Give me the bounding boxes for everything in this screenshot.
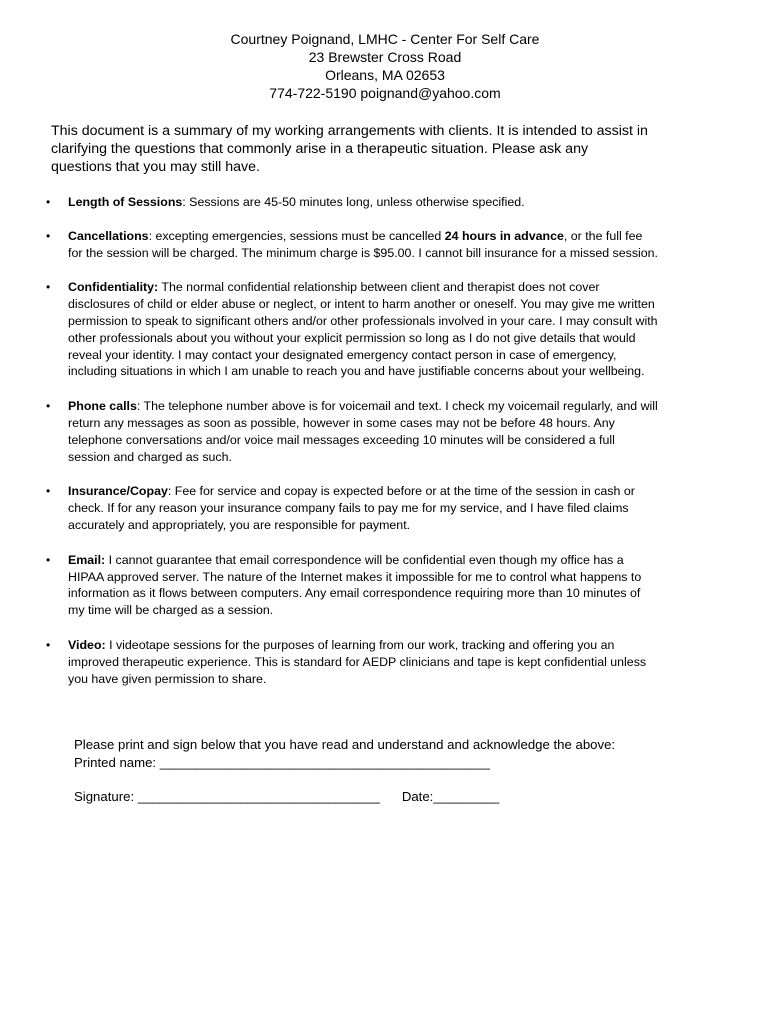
city-state-zip: Orleans, MA 02653	[325, 67, 445, 83]
policy-term: Phone calls	[68, 399, 137, 414]
policy-term: Length of Sessions	[68, 195, 183, 209]
street-address: 23 Brewster Cross Road	[308, 49, 462, 65]
letterhead	[0, 30, 770, 102]
bullet-icon: •	[46, 637, 51, 652]
intro-paragraph: This document is a summary of my working arrangements with clients. It is intended to assist in clarifying the questions that commonly arise in a therapeutic situation. Please ask any questions that you may still have.	[51, 123, 648, 175]
policy-emphasis: 24 hours in advance	[444, 228, 564, 243]
policy-item-email	[40, 552, 660, 619]
policy-item-insurance: • Insurance/Copay: Fee for service and copay is expected before or at the time of the session in cash or check. If for any reason your insurance company fails to pay me for my service, and I have filed claims accurately and appropriately, you are responsible for payment.	[46, 484, 635, 532]
policy-text: excepting emergencies, sessions must be cancelled	[152, 228, 445, 243]
policy-item-confidentiality	[40, 279, 660, 380]
form-instruction: Please print and sign below that you have read and understand and acknowledge the above:	[74, 737, 616, 752]
bullet-icon: •	[46, 228, 51, 243]
policy-term: Insurance/Copay	[68, 484, 168, 499]
policy-item-cancellations: • Cancellations: excepting emergencies, sessions must be cancelled 24 hours in advance, or the full fee for the session will be charged. The minimum charge is $95.00. I cannot bill insurance for a missed session.	[46, 228, 658, 260]
policy-text: I videotape sessions for the purposes of learning from our work, tracking and offering you an improved therapeutic experience. This is standard for AEDP clinicians and tape is kept confidential unless you have given permission to share.	[68, 637, 647, 686]
bullet-icon: •	[46, 484, 51, 499]
signature-field[interactable]: Signature: _________________________________	[74, 789, 380, 804]
bullet-icon: •	[46, 195, 51, 209]
practice-name: Courtney Poignand, LMHC - Center For Self Care	[230, 31, 540, 47]
policy-text-after: , or the full fee for the session will be charged. The minimum charge is $95.00. I cannot bill insurance for a missed session.	[68, 228, 658, 260]
policy-text: The normal confidential relationship between client and therapist does not cover disclosures of child or elder abuse or neglect, or intent to harm another or oneself. You may give me written permission to speak to significant others and/or other professionals involved in your care. I may consult with other professionals about you without your explicit permission so long as I do not give details that would reveal your identity. I may contact your designated emergency contact person in case of emergency, including situations in which I am unable to reach you and have justifiable concerns about your wellbeing.	[68, 280, 658, 379]
bullet-icon: •	[46, 399, 51, 414]
bullet-icon: •	[46, 280, 51, 295]
policy-text: The telephone number above is for voicemail and text. I check my voicemail regularly, and will return any messages as soon as possible, however in some cases may not be before 48 hours. Any telephone conversations and/or voice mail messages exceeding 10 minutes will be considered a full session and charged as such.	[68, 399, 658, 464]
policy-item-length: • Length of Sessions: Sessions are 45-50 minutes long, unless otherwise specified.	[46, 195, 525, 209]
policy-item-phone-calls: • Phone calls: The telephone number above is for voicemail and text. I check my voicemail regularly, and will return any messages as soon as possible, however in some cases may not be before 48 hours. Any telephone conversations and/or voice mail messages exceeding 10 minutes will be considered a full session and charged as such.	[46, 399, 658, 464]
policy-text: I cannot guarantee that email correspondence will be confidential even though my office has a HIPAA approved server. The nature of the Internet makes it impossible for me to control what happens to information as it flows between computers. Any email correspondence requiring more than 10 minutes of my time will be charged as a session.	[68, 552, 642, 618]
policy-item-video	[40, 637, 660, 687]
date-field[interactable]: Date:_________	[401, 789, 500, 804]
policy-term: Video:	[68, 637, 106, 652]
printed-name-field[interactable]: Printed name: _____________________________________________	[74, 755, 490, 770]
policy-term: Email:	[68, 552, 106, 567]
policy-term: Confidentiality:	[68, 280, 159, 295]
bullet-icon: •	[46, 552, 51, 567]
phone-email: 774-722-5190 poignand@yahoo.com	[269, 85, 501, 101]
signature-row	[74, 788, 674, 806]
policy-text: Sessions are 45-50 minutes long, unless otherwise specified.	[185, 195, 525, 209]
policy-list	[40, 194, 660, 687]
acknowledgement-form	[74, 736, 674, 806]
policy-term: Cancellations	[68, 228, 149, 243]
policy-text: Fee for service and copay is expected before or at the time of the session in cash or check. If for any reason your insurance company fails to pay me for my service, and I have filed claims accurately and appropriately, you are responsible for payment.	[68, 484, 635, 532]
